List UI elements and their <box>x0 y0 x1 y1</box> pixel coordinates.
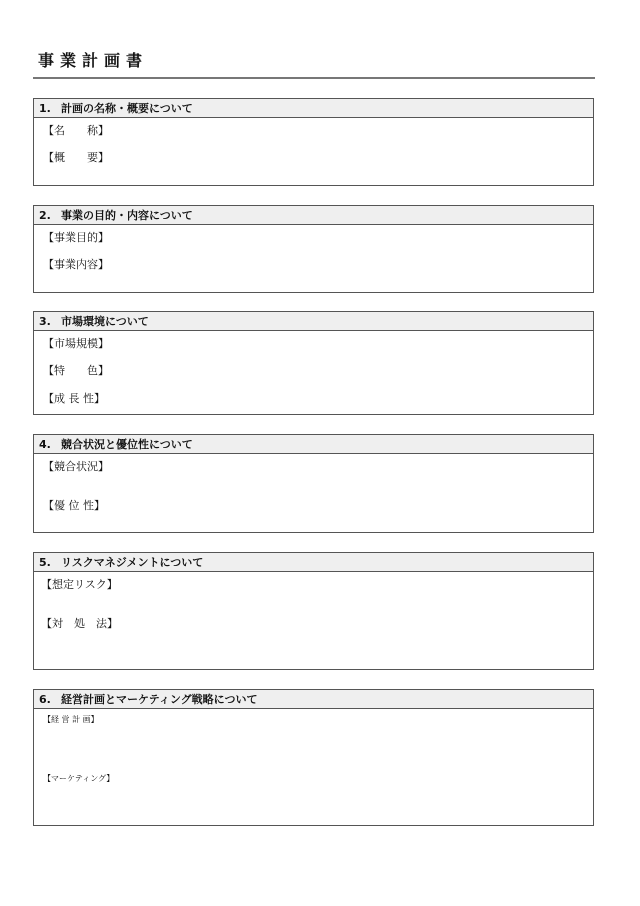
section-heading: 経営計画とマーケティング戦略について <box>61 693 258 706</box>
field-label-business-plan: 【経 営 計 画】 <box>43 715 99 724</box>
document-title: 事業計画書 <box>38 51 149 70</box>
section-name-overview <box>33 98 594 186</box>
section-heading: 事業の目的・内容について <box>61 209 193 222</box>
section-number: 3. <box>39 315 51 328</box>
section-heading: 計画の名称・概要について <box>61 102 193 115</box>
section-header <box>34 99 593 118</box>
field-label-market-size: 【市場規模】 <box>43 337 109 350</box>
section-purpose-content <box>33 205 594 293</box>
section-risk <box>33 552 594 670</box>
section-header <box>34 553 593 572</box>
section-business-marketing <box>33 689 594 826</box>
field-label-marketing: 【マーケティング】 <box>43 774 115 783</box>
section-number: 1. <box>39 102 51 115</box>
field-label-name: 【名 称】 <box>43 124 109 137</box>
field-label-risk: 【想定リスク】 <box>41 578 118 591</box>
field-label-countermeasure: 【対 処 法】 <box>41 617 118 630</box>
section-header <box>34 690 593 709</box>
section-number: 6. <box>39 693 51 706</box>
section-heading: 競合状況と優位性について <box>61 438 193 451</box>
field-label-content: 【事業内容】 <box>43 258 109 271</box>
section-header <box>34 312 593 331</box>
title-divider <box>33 77 595 79</box>
section-header <box>34 206 593 225</box>
field-label-advantage: 【優 位 性】 <box>43 499 105 512</box>
section-competition <box>33 434 594 533</box>
section-market <box>33 311 594 415</box>
section-number: 5. <box>39 556 51 569</box>
section-number: 4. <box>39 438 51 451</box>
section-number: 2. <box>39 209 51 222</box>
section-header <box>34 435 593 454</box>
section-heading: 市場環境について <box>61 315 149 328</box>
field-label-growth: 【成 長 性】 <box>43 392 105 405</box>
field-label-competition: 【競合状況】 <box>43 460 109 473</box>
field-label-features: 【特 色】 <box>43 364 109 377</box>
field-label-purpose: 【事業目的】 <box>43 231 109 244</box>
field-label-overview: 【概 要】 <box>43 151 109 164</box>
section-heading: リスクマネジメントについて <box>61 556 204 569</box>
